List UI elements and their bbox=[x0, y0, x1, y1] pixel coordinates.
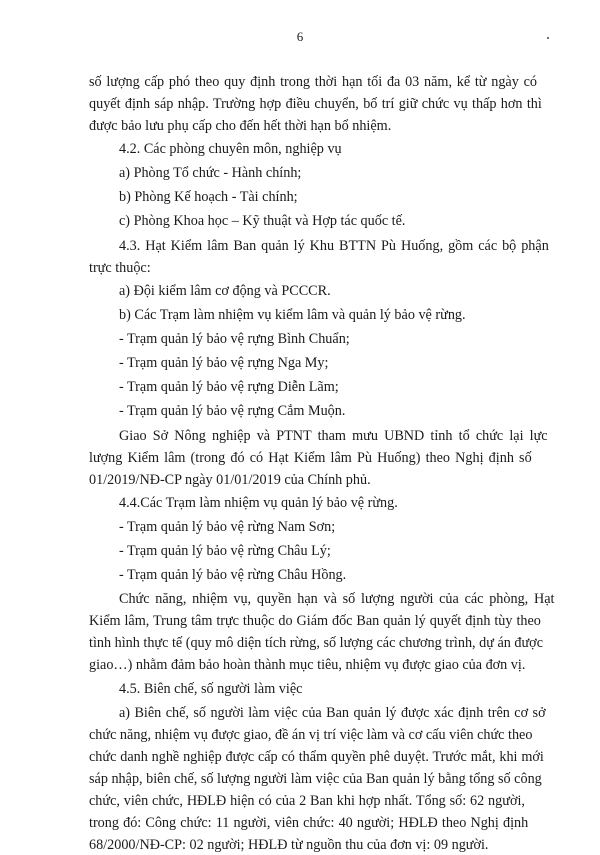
text-line: b) Phòng Kế hoạch - Tài chính; bbox=[119, 189, 298, 205]
text-line: 4.5. Biên chế, số người làm việc bbox=[119, 681, 303, 697]
text-line: tình hình thực tế (quy mô diện tích rừng, số lượng các chương trình, dự án được bbox=[89, 635, 543, 651]
scan-speck bbox=[547, 37, 549, 39]
text-line: - Trạm quản lý bảo vệ rựng Nga My; bbox=[119, 355, 329, 371]
text-line: - Trạm quản lý bảo vệ rừng Nam Sơn; bbox=[119, 519, 336, 535]
text-line: giao…) nhằm đảm bảo hoàn thành mục tiêu, nhiệm vụ được giao của đơn vị. bbox=[89, 657, 526, 673]
text-line: - Trạm quản lý bảo vệ rừng Châu Lý; bbox=[119, 543, 331, 559]
text-line: Kiểm lâm, Trung tâm trực thuộc do Giám đốc Ban quản lý quyết định tùy theo bbox=[89, 613, 541, 629]
text-line: trong đó: Công chức: 11 người, viên chức: 40 người; HĐLĐ theo Nghị định bbox=[89, 815, 529, 831]
text-line: chức, viên chức, HĐLĐ hiện có của 2 Ban khi hợp nhất. Tổng số: 62 người, bbox=[89, 793, 525, 809]
text-line: c) Phòng Khoa học – Kỹ thuật và Hợp tác quốc tế. bbox=[119, 213, 406, 229]
text-line: Chức năng, nhiệm vụ, quyền hạn và số lượng người của các phòng, Hạt bbox=[119, 591, 555, 607]
text-line: 4.4.Các Trạm làm nhiệm vụ quản lý bảo vệ rừng. bbox=[119, 495, 398, 511]
page-number: 6 bbox=[296, 29, 304, 44]
text-line: - Trạm quản lý bảo vệ rựng Diễn Lãm; bbox=[119, 379, 339, 395]
text-line: - Trạm quản lý bảo vệ rựng Cắm Muộn. bbox=[119, 403, 346, 419]
text-line: sáp nhập, biên chế, số lượng người làm việc của Ban quản lý bằng tổng số công bbox=[89, 771, 542, 787]
text-line: chức năng, nhiệm vụ được giao, đề án vị trí việc làm và cơ cấu viên chức theo bbox=[89, 727, 533, 743]
text-line: quyết định sáp nhập. Trường hợp điều chuyển, bố trí giữ chức vụ thấp hơn thì bbox=[89, 96, 542, 112]
text-line: 68/2000/NĐ-CP: 02 người; HĐLĐ từ nguồn thu của đơn vị: 09 người. bbox=[89, 837, 489, 853]
text-line: 4.3. Hạt Kiểm lâm Ban quản lý Khu BTTN Pù Huống, gồm các bộ phận bbox=[119, 238, 549, 254]
text-line: số lượng cấp phó theo quy định trong thời hạn tối đa 03 năm, kể từ ngày có bbox=[89, 74, 537, 90]
text-line: được bảo lưu phụ cấp cho đến hết thời hạn bổ nhiệm. bbox=[89, 118, 392, 134]
text-line: a) Phòng Tổ chức - Hành chính; bbox=[119, 165, 302, 181]
text-line: chức danh nghề nghiệp được cấp có thẩm quyền phê duyệt. Trước mắt, khi mới bbox=[89, 749, 544, 765]
text-line: a) Biên chế, số người làm việc của Ban quản lý được xác định trên cơ sở bbox=[119, 705, 546, 721]
text-line: trực thuộc: bbox=[89, 260, 151, 276]
text-line: - Trạm quản lý bảo vệ rựng Bình Chuẩn; bbox=[119, 331, 350, 347]
text-line: 4.2. Các phòng chuyên môn, nghiệp vụ bbox=[119, 141, 342, 157]
text-line: lượng Kiểm lâm (trong đó có Hạt Kiểm lâm Pù Huống) theo Nghị định số bbox=[89, 450, 532, 466]
text-line: Giao Sở Nông nghiệp và PTNT tham mưu UBND tỉnh tổ chức lại lực bbox=[119, 428, 548, 444]
text-line: 01/2019/NĐ-CP ngày 01/01/2019 của Chính phủ. bbox=[89, 472, 371, 488]
text-line: - Trạm quản lý bảo vệ rừng Châu Hồng. bbox=[119, 567, 347, 583]
text-line: b) Các Trạm làm nhiệm vụ kiểm lâm và quản lý bảo vệ rừng. bbox=[119, 307, 466, 323]
text-line: a) Đội kiểm lâm cơ động và PCCCR. bbox=[119, 283, 331, 299]
